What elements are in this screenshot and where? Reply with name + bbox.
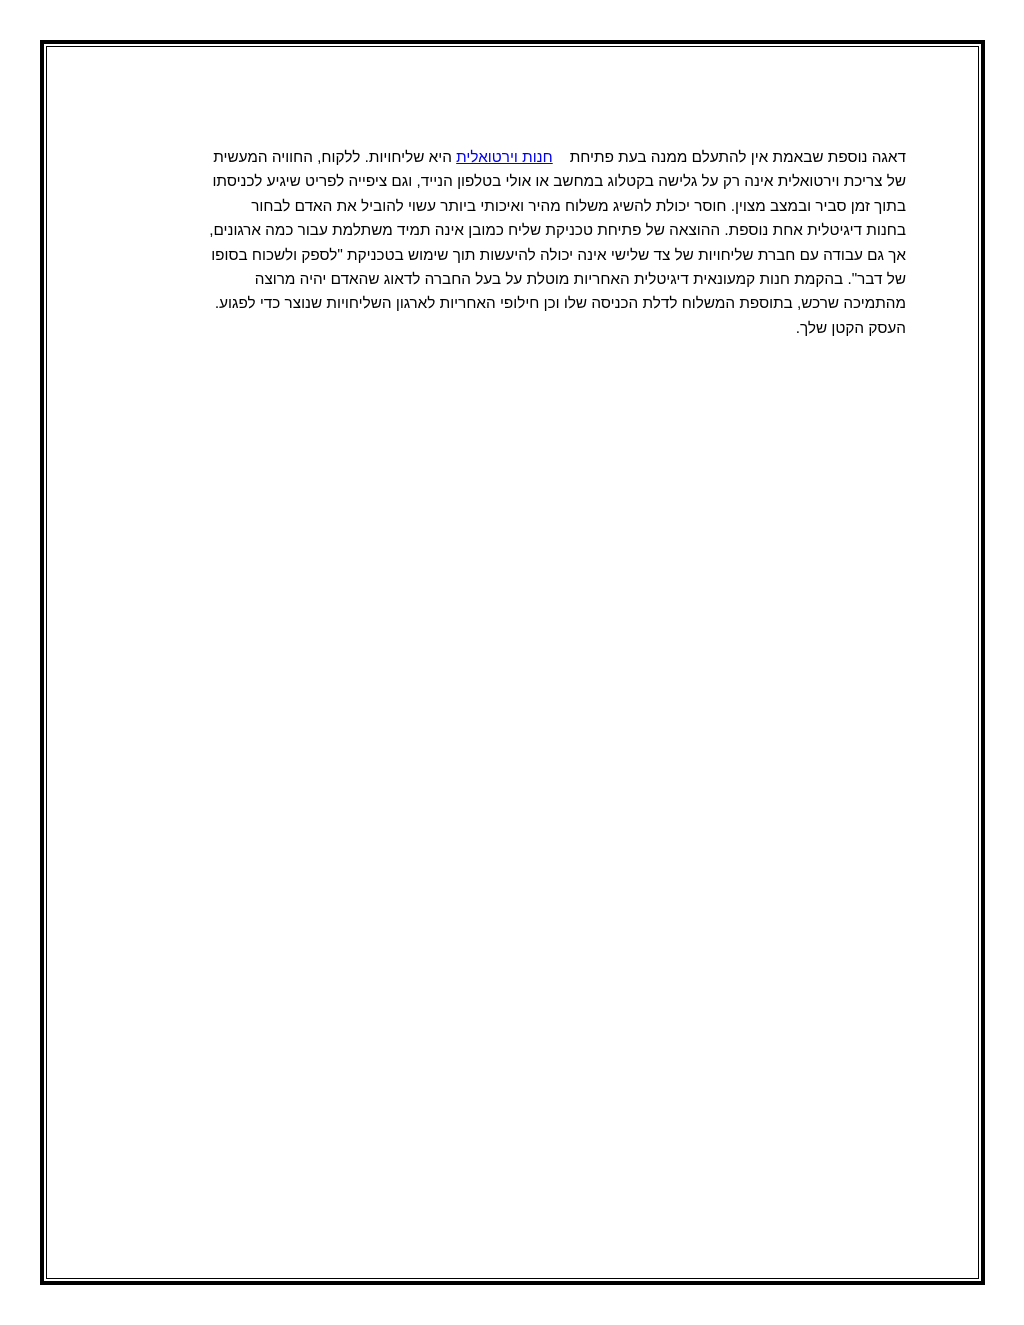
line-text: היא שליחויות. ללקוח, החוויה המעשית	[213, 149, 452, 166]
paragraph-line: של צריכת וירטואלית אינה רק על גלישה בקטלוג במחשב או אולי בטלפון הנייד, וגם ציפייה לפריט שיגיע לכניסתו	[212, 173, 906, 191]
paragraph-line	[126, 146, 906, 170]
paragraph-line: מהתמיכה שרכש, בתוספת המשלוח לדלת הכניסה שלו וכן חילופי האחריות לארגון השליחויות שנוצר כדי לפגוע.	[214, 295, 906, 313]
body-paragraph	[126, 146, 906, 341]
virtual-store-link[interactable]: חנות וירטואלית	[456, 149, 553, 166]
paragraph-line: אך גם עבודה עם חברת שליחויות של צד שלישי אינה יכולה להיעשות תוך שימוש בטכניקת "לספק ולשכוח בסופו	[211, 246, 906, 264]
paragraph-line: בחנות דיגיטלית אחת נוספת. ההוצאה של פתיחת טכניקת שליח כמובן אינה תמיד משתלמת עבור כמה ארגונים,	[209, 222, 906, 240]
line-text: דאגה נוספת שבאמת אין להתעלם ממנה בעת פתיחת	[569, 149, 906, 166]
paragraph-line: של דבר". בהקמת חנות קמעונאית דיגיטלית האחריות מוטלת על בעל החברה לדאוג שהאדם יהיה מרוצה	[254, 271, 906, 289]
paragraph-line: בתוך זמן סביר ובמצב מצוין. חוסר יכולת להשיג משלוח מהיר ואיכותי ביותר עשוי להוביל את האדם לבחור	[251, 197, 906, 215]
paragraph-line: העסק הקטן שלך.	[795, 319, 906, 337]
